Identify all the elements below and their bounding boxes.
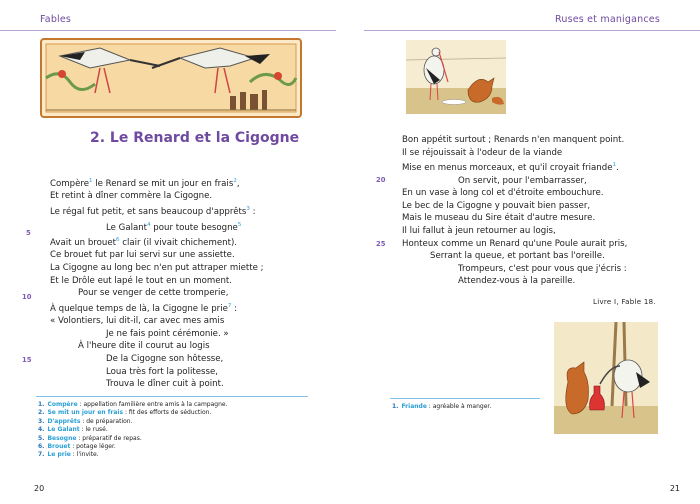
line-number: 15 bbox=[22, 356, 32, 364]
footnote: 1. Compère : appellation familière entre amis à la campagne. bbox=[38, 401, 228, 408]
line-number: 5 bbox=[26, 229, 31, 237]
footnote: 1. Friande : agréable à manger. bbox=[392, 403, 492, 410]
poem-line: Pour se venger de cette tromperie, bbox=[78, 288, 229, 299]
poem-line: Avait un brouet$^6$ clair (il vivait chichement). bbox=[50, 236, 238, 248]
poem-line: Serrant la queue, et portant bas l'oreille. bbox=[430, 251, 605, 262]
stork-fox-plate-illustration bbox=[406, 40, 506, 114]
footnote: 4. Le Galant : le rusé. bbox=[38, 426, 108, 434]
footnote: 6. Brouet : potage léger. bbox=[38, 443, 116, 451]
header-rule-right bbox=[364, 30, 700, 31]
running-header-right: Ruses et manigances bbox=[555, 14, 660, 25]
poem-line: Loua très fort la politesse, bbox=[106, 366, 218, 377]
line-number: 20 bbox=[376, 176, 386, 184]
poem-right bbox=[402, 134, 627, 288]
poem-line: Bon appétit surtout ; Renards n'en manquent point. bbox=[402, 135, 625, 145]
poem-left bbox=[50, 175, 264, 391]
poem-line: Mise en menus morceaux, et qu'il croyait friande$^1$. bbox=[402, 162, 619, 174]
poem-line: Je ne fais point cérémonie. » bbox=[106, 328, 229, 339]
poem-line: Mais le museau du Sire était d'autre mesure. bbox=[402, 213, 596, 224]
footnotes-left bbox=[38, 401, 228, 460]
page-number-left: 20 bbox=[34, 484, 45, 493]
poem-line: En un vase à long col et d'étroite embouchure. bbox=[402, 188, 604, 199]
poem-line: Il lui fallut à jeun retourner au logis, bbox=[402, 226, 556, 237]
poem-line: Compère$^1$ le Renard se mit un jour en frais$^2$, bbox=[50, 178, 240, 189]
footnotes-right bbox=[392, 403, 491, 411]
line-number: 25 bbox=[376, 240, 386, 248]
footnote-rule-right bbox=[390, 398, 540, 399]
poem-line: Trouva le dîner cuit à point. bbox=[106, 379, 224, 390]
poem-line: Le Galant$^4$ pour toute besogne$^5$ bbox=[106, 221, 242, 233]
footnote: 3. D'apprêts : de préparation. bbox=[38, 417, 133, 425]
line-number: 10 bbox=[22, 293, 32, 301]
page-number-right: 21 bbox=[669, 484, 680, 493]
right-page bbox=[350, 0, 700, 504]
fable-source: Livre I, Fable 18. bbox=[593, 298, 656, 306]
storks-banner-illustration bbox=[40, 38, 302, 118]
poem-line: On servit, pour l'embarrasser, bbox=[458, 175, 587, 186]
poem-line: Le régal fut petit, et sans beaucoup d'apprêts$^3$ : bbox=[50, 206, 256, 217]
header-rule-left bbox=[0, 30, 336, 31]
poem-line: Et le Drôle eut lapé le tout en un moment. bbox=[50, 275, 233, 286]
running-header-left: Fables bbox=[40, 14, 72, 25]
poem-line: Le bec de la Cigogne y pouvait bien passer, bbox=[402, 200, 591, 211]
poem-line: Il se réjouissait à l'odeur de la viande bbox=[402, 147, 563, 158]
poem-line: Ce brouet fut par lui servi sur une assiette. bbox=[50, 250, 235, 261]
footnote: 2. Se mit un jour en frais : fit des efforts de séduction. bbox=[38, 409, 212, 417]
fable-title: 2. Le Renard et la Cigogne bbox=[90, 130, 300, 146]
footnote: 5. Besogne : préparatif de repas. bbox=[38, 434, 142, 442]
poem-line: De la Cigogne son hôtesse, bbox=[106, 354, 224, 365]
fox-stork-vase-illustration bbox=[554, 322, 658, 434]
footnote: 7. Le prie : l'invite. bbox=[38, 451, 99, 459]
poem-line: Trompeurs, c'est pour vous que j'écris : bbox=[458, 263, 627, 274]
poem-line: « Volontiers, lui dit-il, car avec mes amis bbox=[50, 316, 225, 327]
poem-line: À quelque temps de là, la Cigogne le prie$^7$ : bbox=[50, 302, 238, 314]
poem-line: Honteux comme un Renard qu'une Poule aurait pris, bbox=[402, 238, 628, 249]
poem-line: La Cigogne au long bec n'en put attraper miette ; bbox=[50, 263, 264, 273]
poem-line: Et retint à dîner commère la Cigogne. bbox=[50, 191, 213, 202]
footnote-rule-left bbox=[36, 396, 308, 397]
poem-line: Attendez-vous à la pareille. bbox=[458, 276, 576, 287]
poem-line: À l'heure dite il courut au logis bbox=[78, 341, 210, 352]
